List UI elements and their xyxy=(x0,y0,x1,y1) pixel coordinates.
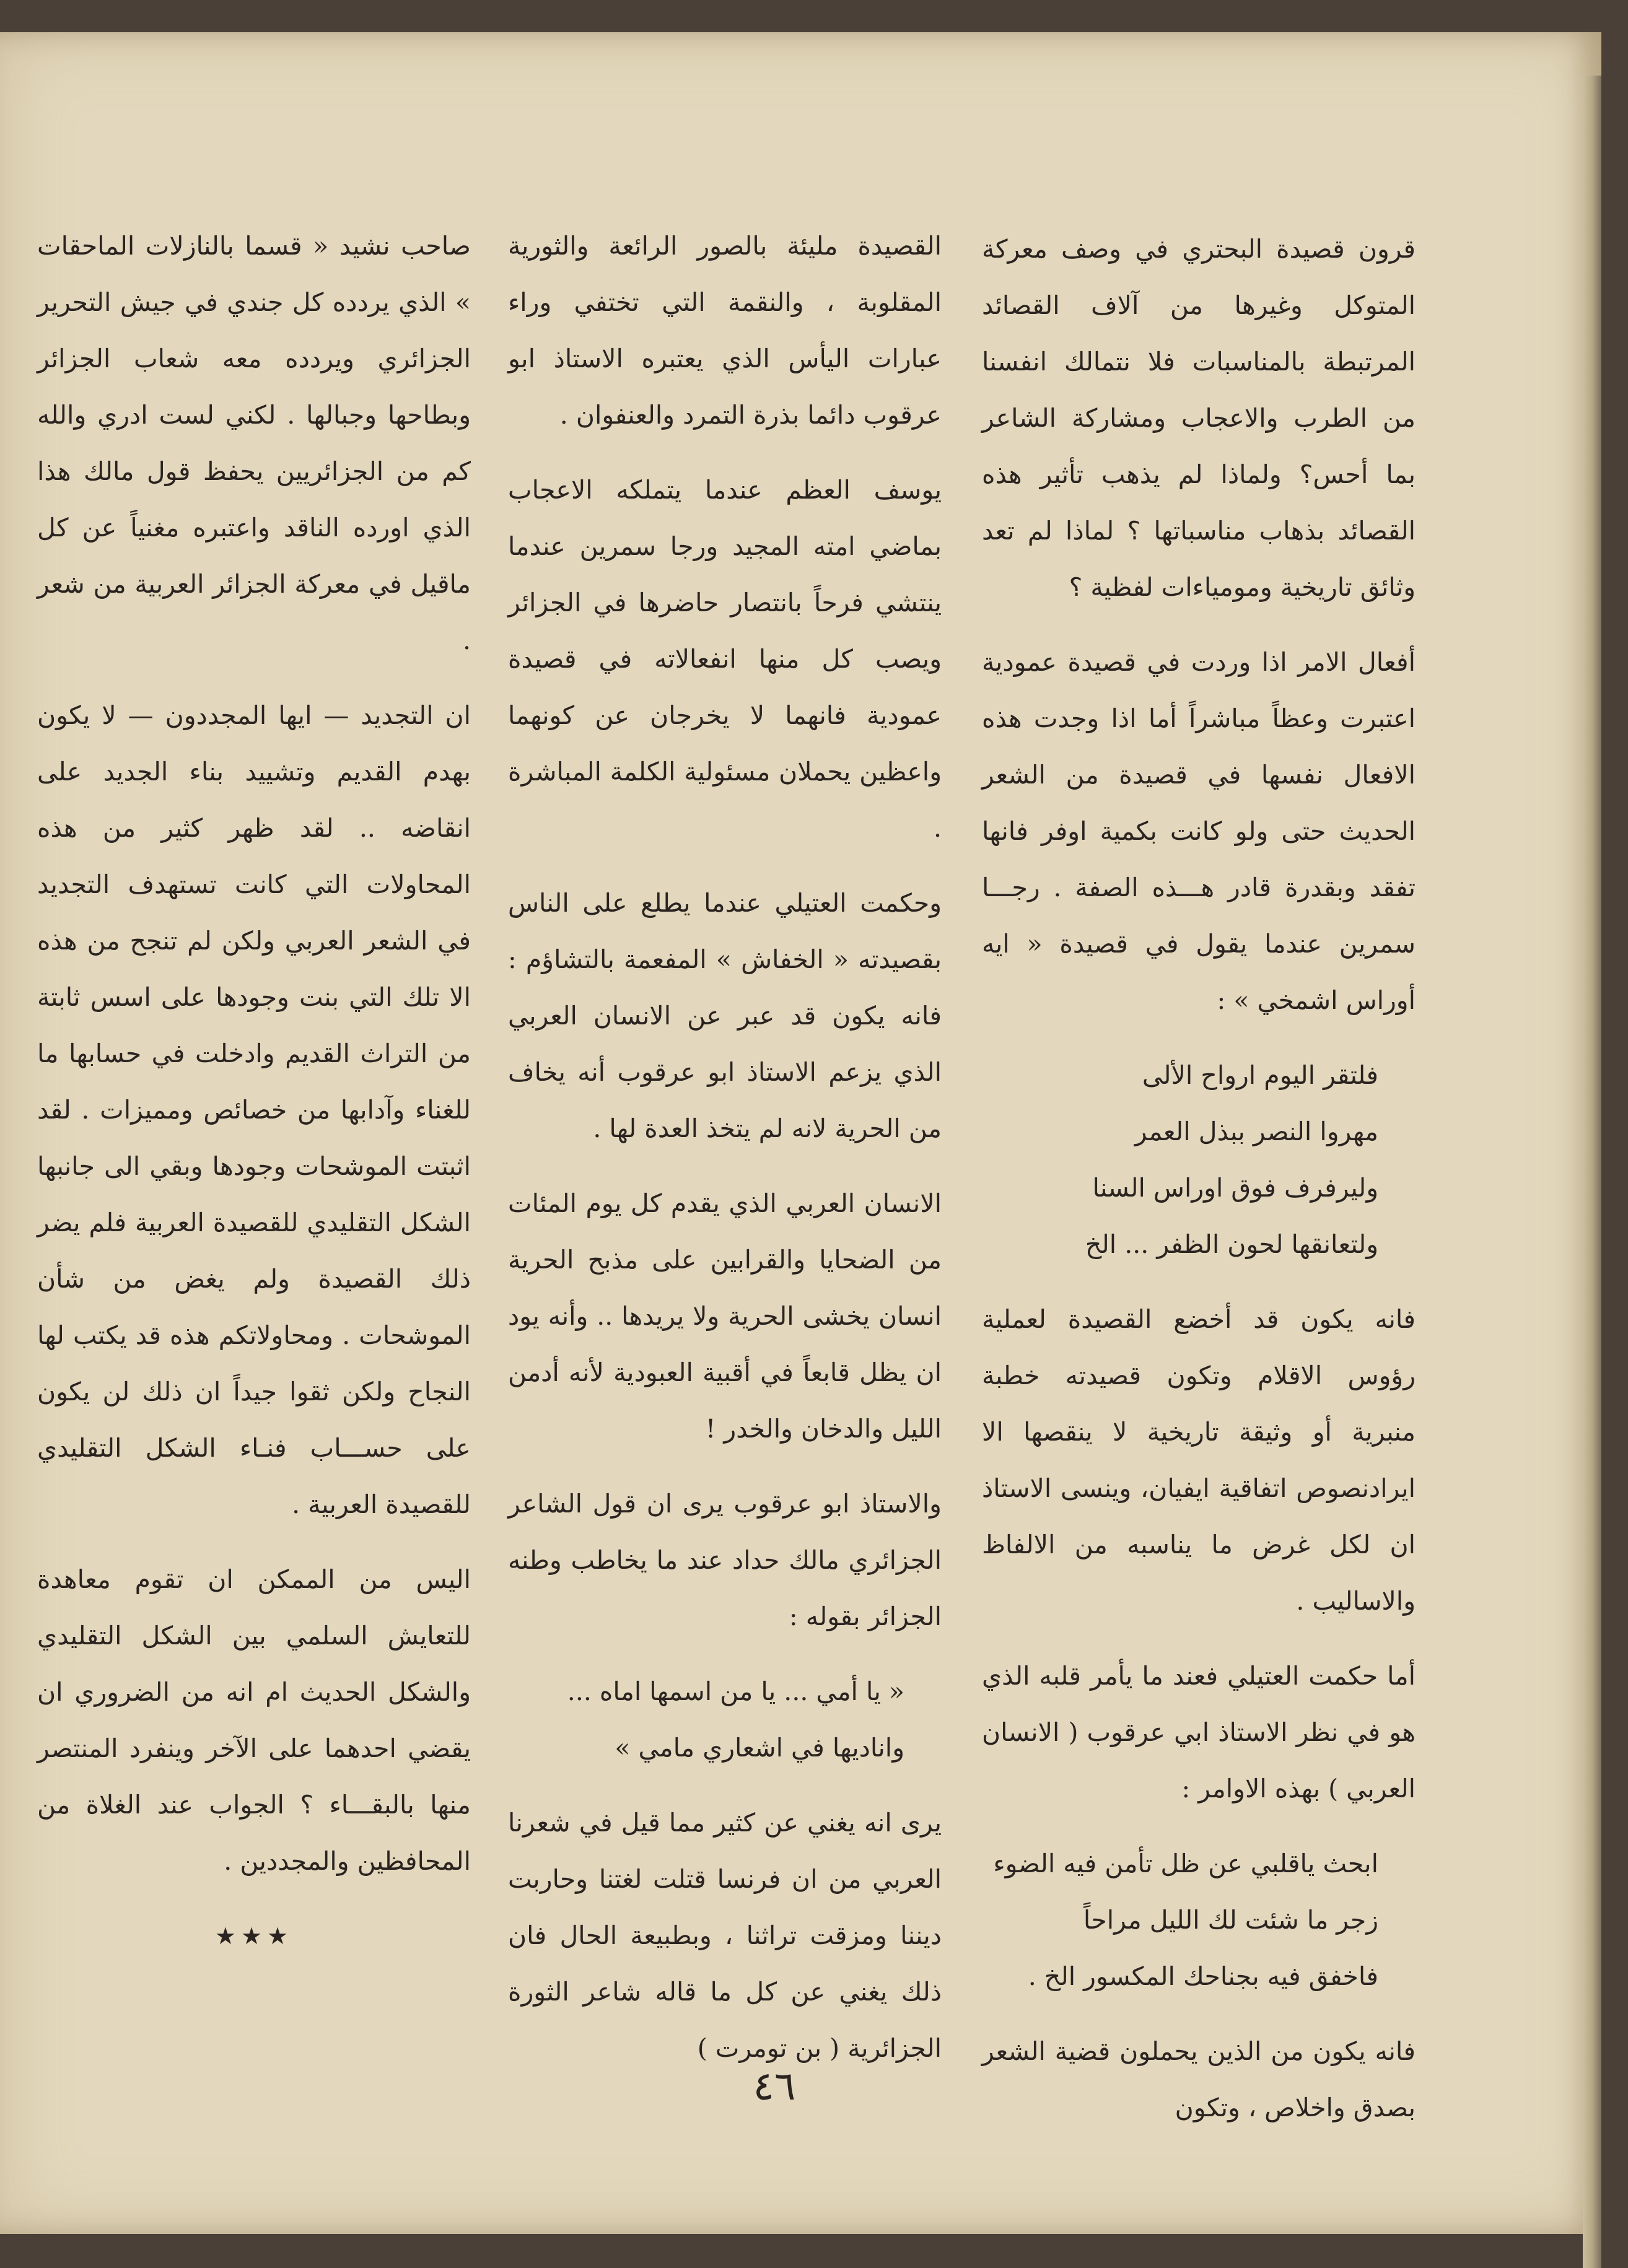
paragraph: والاستاذ ابو عرقوب يرى ان قول الشاعر الجزائري مالك حداد عند ما يخاطب وطنه الجزائر بقوله : xyxy=(508,1489,942,1631)
verse-line: « يا أمي ... يا من اسمها اماه ... xyxy=(567,1677,904,1706)
book-page xyxy=(0,32,1601,2234)
paragraph: الانسان العربي الذي يقدم كل يوم المئات من الضحايا والقرابين على مذبح الحرية انسان يخشى الحرية ولا يريدها .. وأنه يود ان يظل قابعاً في أقبية العبودية لأنه أدمن الليل والدخان والخدر ! xyxy=(508,1189,942,1444)
right-column xyxy=(982,221,1416,2155)
verse-line: ابحث ياقلبي عن ظل تأمن فيه الضوء xyxy=(993,1849,1378,1878)
section-end-stars: ★★★ xyxy=(214,1922,294,1950)
paragraph: فانه يكون قد أخضع القصيدة لعملية رؤوس الاقلام وتكون قصيدته خطبة منبرية أو وثيقة تاريخية لا ينقصها الا ايرادنصوص اتفاقية ايفيان، وينسى الاستاذ ان لكل غرض ما يناسبه من الالفاظ والاساليب . xyxy=(982,1304,1416,1616)
verse-line: ولتعانقها لحون الظفر ... الخ xyxy=(1085,1229,1378,1259)
verse-block xyxy=(508,1664,942,1776)
paragraph: اليس من الممكن ان تقوم معاهدة للتعايش السلمي بين الشكل التقليدي والشكل الحديث ام انه من الضروري ان يقضي احدهما على الآخر وينفرد المنتصر منها بالبقـــاء ؟ الجواب عند الغلاة من المحافظين والمجددين . xyxy=(37,1564,471,1876)
paragraph: يوسف العظم عندما يتملكه الاعجاب بماضي امته المجيد ورجا سمرين عندما ينتشي فرحاً بانتصار حاضرها في الجزائر ويصب كل منها انفعالاته في قصيدة عمودية فانهما لا يخرجان عن كونهما واعظين يحملان مسئولية الكلمة المباشرة . xyxy=(508,475,942,843)
paragraph: ان التجديد — ايها المجددون — لا يكون بهدم القديم وتشييد بناء الجديد على انقاضه .. لقد ظهر كثير من هذه المحاولات التي كانت تستهدف التجديد في الشعر العربي ولكن لم تنجح من هذه الا تلك التي بنت وجودها على اسس ثابتة من التراث القديم وادخلت في حسابها ما للغناء وآدابها من خصائص ومميزات . لقد اثبتت الموشحات وجودها وبقي الى جانبها الشكل التقليدي للقصيدة العربية فلم يضر ذلك القصيدة ولم يغض من شأن الموشحات . ومحاولاتكم هذه قد يكتب لها النجاح ولكن ثقوا جيداً ان ذلك لن يكون على حســـاب فنـاء الشكل التقليدي للقصيدة العربية . xyxy=(37,700,471,1519)
paragraph: أما حكمت العتيلي فعند ما يأمر قلبه الذي هو في نظر الاستاذ ابي عرقوب ( الانسان العربي ) بهذه الاوامر : xyxy=(982,1661,1416,1803)
verse-line: فاخفق فيه بجناحك المكسور الخ . xyxy=(1028,1961,1378,1991)
verse-line: وليرفرف فوق اوراس السنا xyxy=(1092,1173,1378,1203)
verse-block xyxy=(982,1836,1416,2005)
page-number: ٤٦ xyxy=(753,2064,796,2109)
paragraph: وحكمت العتيلي عندما يطلع على الناس بقصيدته « الخفاش » المفعمة بالتشاؤم : فانه يكون قد عبر عن الانسان العربي الذي يزعم الاستاذ ابو عرقوب أنه يخاف من الحرية لانه لم يتخذ العدة لها . xyxy=(508,888,942,1143)
paragraph: القصيدة مليئة بالصور الرائعة والثورية المقلوبة ، والنقمة التي تختفي وراء عبارات اليأس الذي يعتبره الاستاذ ابو عرقوب دائما بذرة التمرد والعنفوان . xyxy=(508,231,942,430)
verse-line: فلتقر اليوم ارواح الألى xyxy=(1142,1060,1378,1090)
paragraph: قرون قصيدة البحتري في وصف معركة المتوكل وغيرها من آلاف القصائد المرتبطة بالمناسبات فلا نتمالك انفسنا من الطرب والاعجاب ومشاركة الشاعر بما أحس؟ ولماذا لم يذهب تأثير هذه القصائد بذهاب مناسباتها ؟ لماذا لم تعد وثائق تاريخية ومومياءات لفظية ؟ xyxy=(982,234,1416,602)
verse-line: زجر ما شئت لك الليل مراحاً xyxy=(1083,1905,1378,1935)
paragraph: صاحب نشيد « قسما بالنازلات الماحقات » الذي يردده كل جندي في جيش التحرير الجزائري ويردده معه شعاب الجزائر وبطاحها وجبالها . لكني لست ادري والله كم من الجزائريين يحفظ قول مالك هذا الذي اورده الناقد واعتبره مغنياً عن كل ماقيل في معركة الجزائر العربية من شعر . xyxy=(37,231,471,655)
paragraph: فانه يكون من الذين يحملون قضية الشعر بصدق واخلاص ، وتكون xyxy=(982,2036,1416,2122)
left-column xyxy=(37,218,471,1965)
page-edge xyxy=(1583,76,1601,2268)
middle-column xyxy=(508,218,942,2095)
paragraph: أفعال الامر اذا وردت في قصيدة عمودية اعتبرت وعظاً مباشراً أما اذا وجدت هذه الافعال نفسها في قصيدة من الشعر الحديث حتى ولو كانت بكمية اوفر فانها تفقد وبقدرة قادر هـــذه الصفة . رجـــا سمرين عندما يقول في قصيدة « ايه أوراس اشمخي » : xyxy=(982,647,1416,1015)
verse-line: مهروا النصر ببذل العمر xyxy=(1134,1117,1378,1146)
paragraph: يرى انه يغني عن كثير مما قيل في شعرنا العربي من ان فرنسا قتلت لغتنا وحاربت ديننا ومزقت تراثنا ، وبطبيعة الحال فان ذلك يغني عن كل ما قاله شاعر الثورة الجزائرية ( بن تومرت ) xyxy=(508,1808,942,2063)
verse-line: واناديها في اشعاري مامي » xyxy=(615,1733,904,1763)
verse-block xyxy=(982,1047,1416,1273)
